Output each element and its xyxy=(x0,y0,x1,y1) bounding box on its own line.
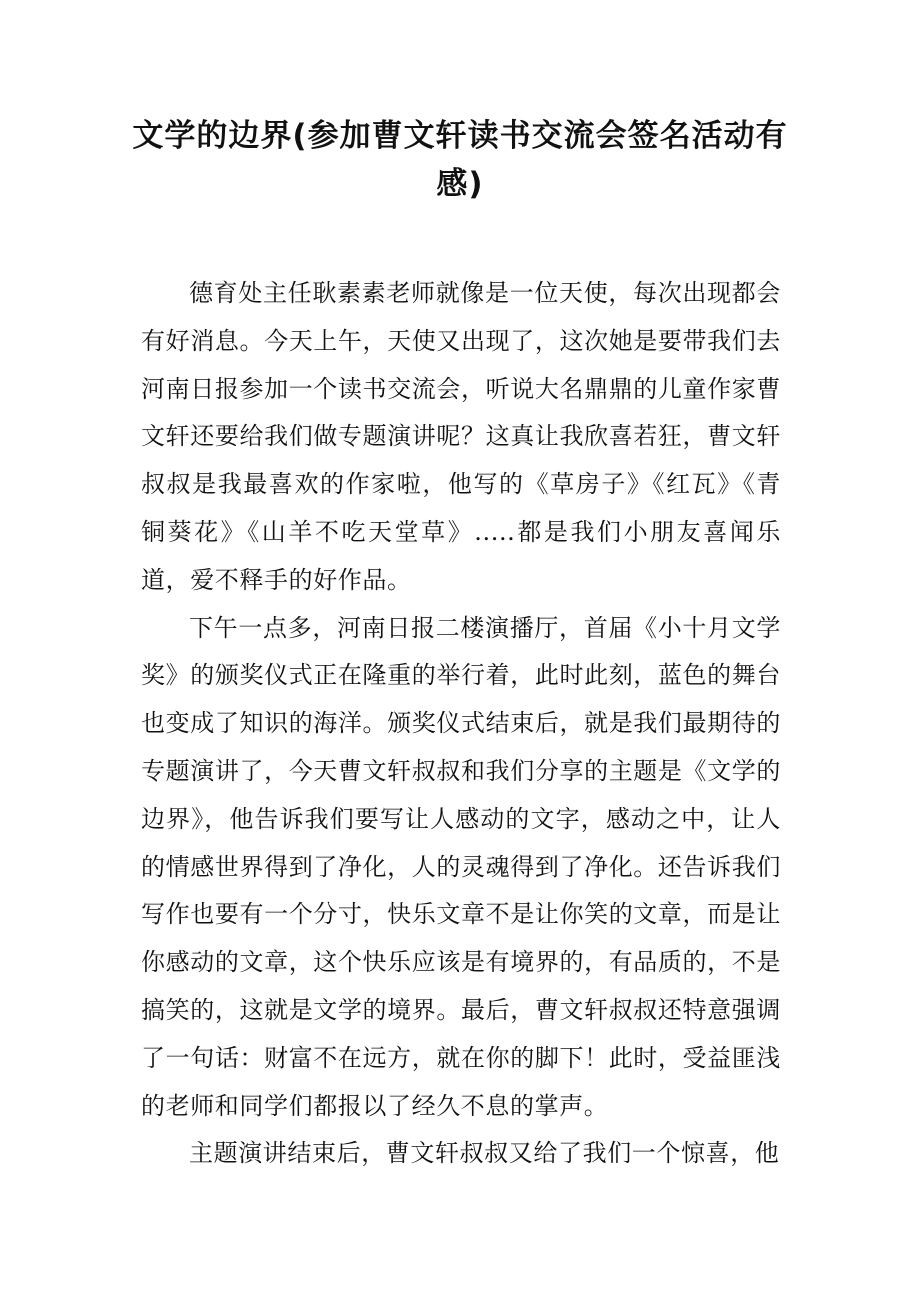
document-title: 文学的边界(参加曹文轩读书交流会签名活动有感) xyxy=(132,118,788,202)
paragraph-2: 下午一点多，河南日报二楼演播厅，首届《小十月文学奖》的颁奖仪式正在隆重的举行着，此时此刻，蓝色的舞台也变成了知识的海洋。颁奖仪式结束后，就是我们最期待的专题演讲了，今天曹文轩叔叔和我们分享的主题是《文学的边界》，他告诉我们要写让人感动的文字，感动之中，让人的情感世界得到了净化，人的灵魂得到了净化。还告诉我们写作也要有一个分寸，快乐文章不是让你笑的文章，而是让你感动的文章，这个快乐应该是有境界的，有品质的，不是搞笑的，这就是文学的境界。最后，曹文轩叔叔还特意强调了一句话：财富不在远方，就在你的脚下！此时，受益匪浅的老师和同学们都报以了经久不息的掌声。 xyxy=(141,613,781,1120)
paragraph-1: 德育处主任耿素素老师就像是一位天使，每次出现都会有好消息。今天上午，天使又出现了，这次她是要带我们去河南日报参加一个读书交流会，听说大名鼎鼎的儿童作家曹文轩还要给我们做专题演讲呢？这真让我欣喜若狂，曹文轩叔叔是我最喜欢的作家啦，他写的《草房子》《红瓦》《青铜葵花》《山羊不吃天堂草》.....都是我们小朋友喜闻乐道，爱不释手的好作品。 xyxy=(141,279,781,594)
document-body xyxy=(141,270,781,1178)
paragraph-3: 主题演讲结束后，曹文轩叔叔又给了我们一个惊喜，他 xyxy=(189,1139,780,1168)
